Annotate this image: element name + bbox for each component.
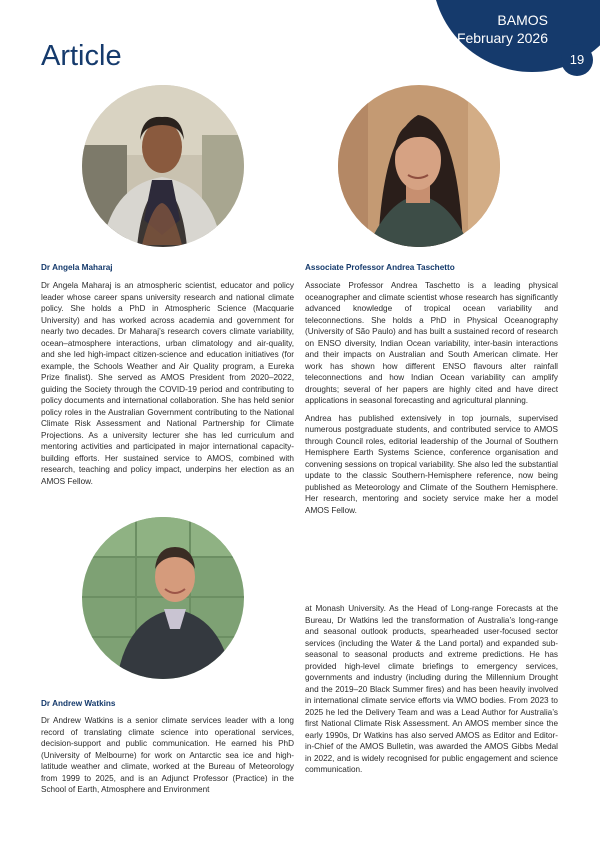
profile-body-angela — [41, 280, 294, 493]
body-paragraph: Andrea has published extensively in top journals, supervised numerous postgraduate students, and contributed service to AMOS through Council roles, editorial leadership of the Journal of Southern Hemisphere Earth Systems Science, conference organisation and convening sessions on tropical variability. She also led the substantial update to the classic Southern-Hemisphere reference, now being published as Meteorology and Climate of the Southern Hemisphere. Her research, mentoring and society service make her a model AMOS Fellow. — [305, 413, 558, 515]
body-paragraph: Dr Andrew Watkins is a senior climate services leader with a long record of translating climate science into operational services, decision-support and public communication. He earned his PhD (University of Melbourne) for work on Antarctic sea ice and high-latitude weather and climate, worked at the Bureau of Meteorology from 1999 to 2025, and is an Adjunct Professor (Practice) in the School of Earth, Atmosphere and Environment — [41, 716, 294, 794]
portrait-andrea-image — [338, 85, 500, 247]
profile-name-andrea: Associate Professor Andrea Taschetto — [305, 263, 455, 272]
header-issue-block — [457, 11, 548, 47]
profile-body-andrew-part2 — [305, 603, 558, 782]
page-title: Article — [41, 40, 122, 72]
page-number: 19 — [561, 44, 593, 76]
issue-date: February 2026 — [456, 30, 548, 46]
profile-body-andrea — [305, 280, 558, 522]
body-paragraph: Associate Professor Andrea Taschetto is a leading physical oceanographer and climate scientist whose research has significantly advanced knowledge of tropical ocean variability and teleconnections. She holds a PhD in Physical Oceanography (University of São Paulo) and has built a sustained record of research on ENSO diversity, Indian Ocean variability, inter-basin interactions and their impacts on Australian and South American climate. Her work has shown how different ENSO flavours alter rainfall teleconnections and how Indian Ocean variability can amplify droughts; several of her papers are highly cited and have direct applications in seasonal forecasting and agricultural planning. — [305, 281, 558, 405]
profile-name-andrew: Dr Andrew Watkins — [41, 699, 116, 708]
portrait-angela-maharaj — [82, 85, 244, 247]
portrait-angela-image — [82, 85, 244, 247]
body-paragraph: at Monash University. As the Head of Long-range Forecasts at the Bureau, Dr Watkins led the transformation of Australia’s long-range and seasonal outlook products, spearheaded user-focused sector services (including the Water & the Land portal) and expanded sub-seasonal to seasonal products and extreme predictions. He has provided high-level climate briefings to emergency services, governments and industry (including during the Millennium Drought and the 2019–20 Black Summer fires) and has been heavily involved in international climate service efforts via WMO bodies. From 2023 to 2025 he led the Delivery Team and was a Lead Author for Australia’s first National Climate Risk Assessment. An AMOS member since the early 1990s, Dr Watkins has also served AMOS as Editor and Editor-in-Chief of the AMOS Bulletin, was awarded the AMOS Gibbs Medal in 2022, and is widely recognised for public engagement and science communication. — [305, 604, 558, 774]
profile-body-andrew-part1 — [41, 715, 294, 802]
publication-name: BAMOS — [497, 12, 548, 28]
body-paragraph: Dr Angela Maharaj is an atmospheric scientist, educator and policy leader whose career spans university research and national climate policy. She holds a PhD in Atmospheric Science (Macquarie University) and has worked across academia and government for nearly two decades. Dr Maharaj’s research covers climate variability, ocean–atmosphere interactions, urban climatology and air-quality, and she led high-impact citizen-science and education initiatives (for example, the Schools Weather and Air Quality program, a Eureka Prize finalist). She served as AMOS President from 2020–2022, guiding the Society through the COVID-19 period and contributing to policy documents and international collaboration. She has held senior policy roles in the Australian Government contributing to the National Climate Risk Assessment and National Partnership for Climate Projections. As a university lecturer she has led curriculum and mentoring activities and participated in major international capacity-building efforts. Her sustained service to AMOS, combined with research, teaching and policy impact, underpins her election as an AMOS Fellow. — [41, 281, 294, 486]
profile-name-angela: Dr Angela Maharaj — [41, 263, 113, 272]
portrait-andrea-taschetto — [338, 85, 500, 247]
portrait-andrew-image — [82, 517, 244, 679]
portrait-andrew-watkins — [82, 517, 244, 679]
